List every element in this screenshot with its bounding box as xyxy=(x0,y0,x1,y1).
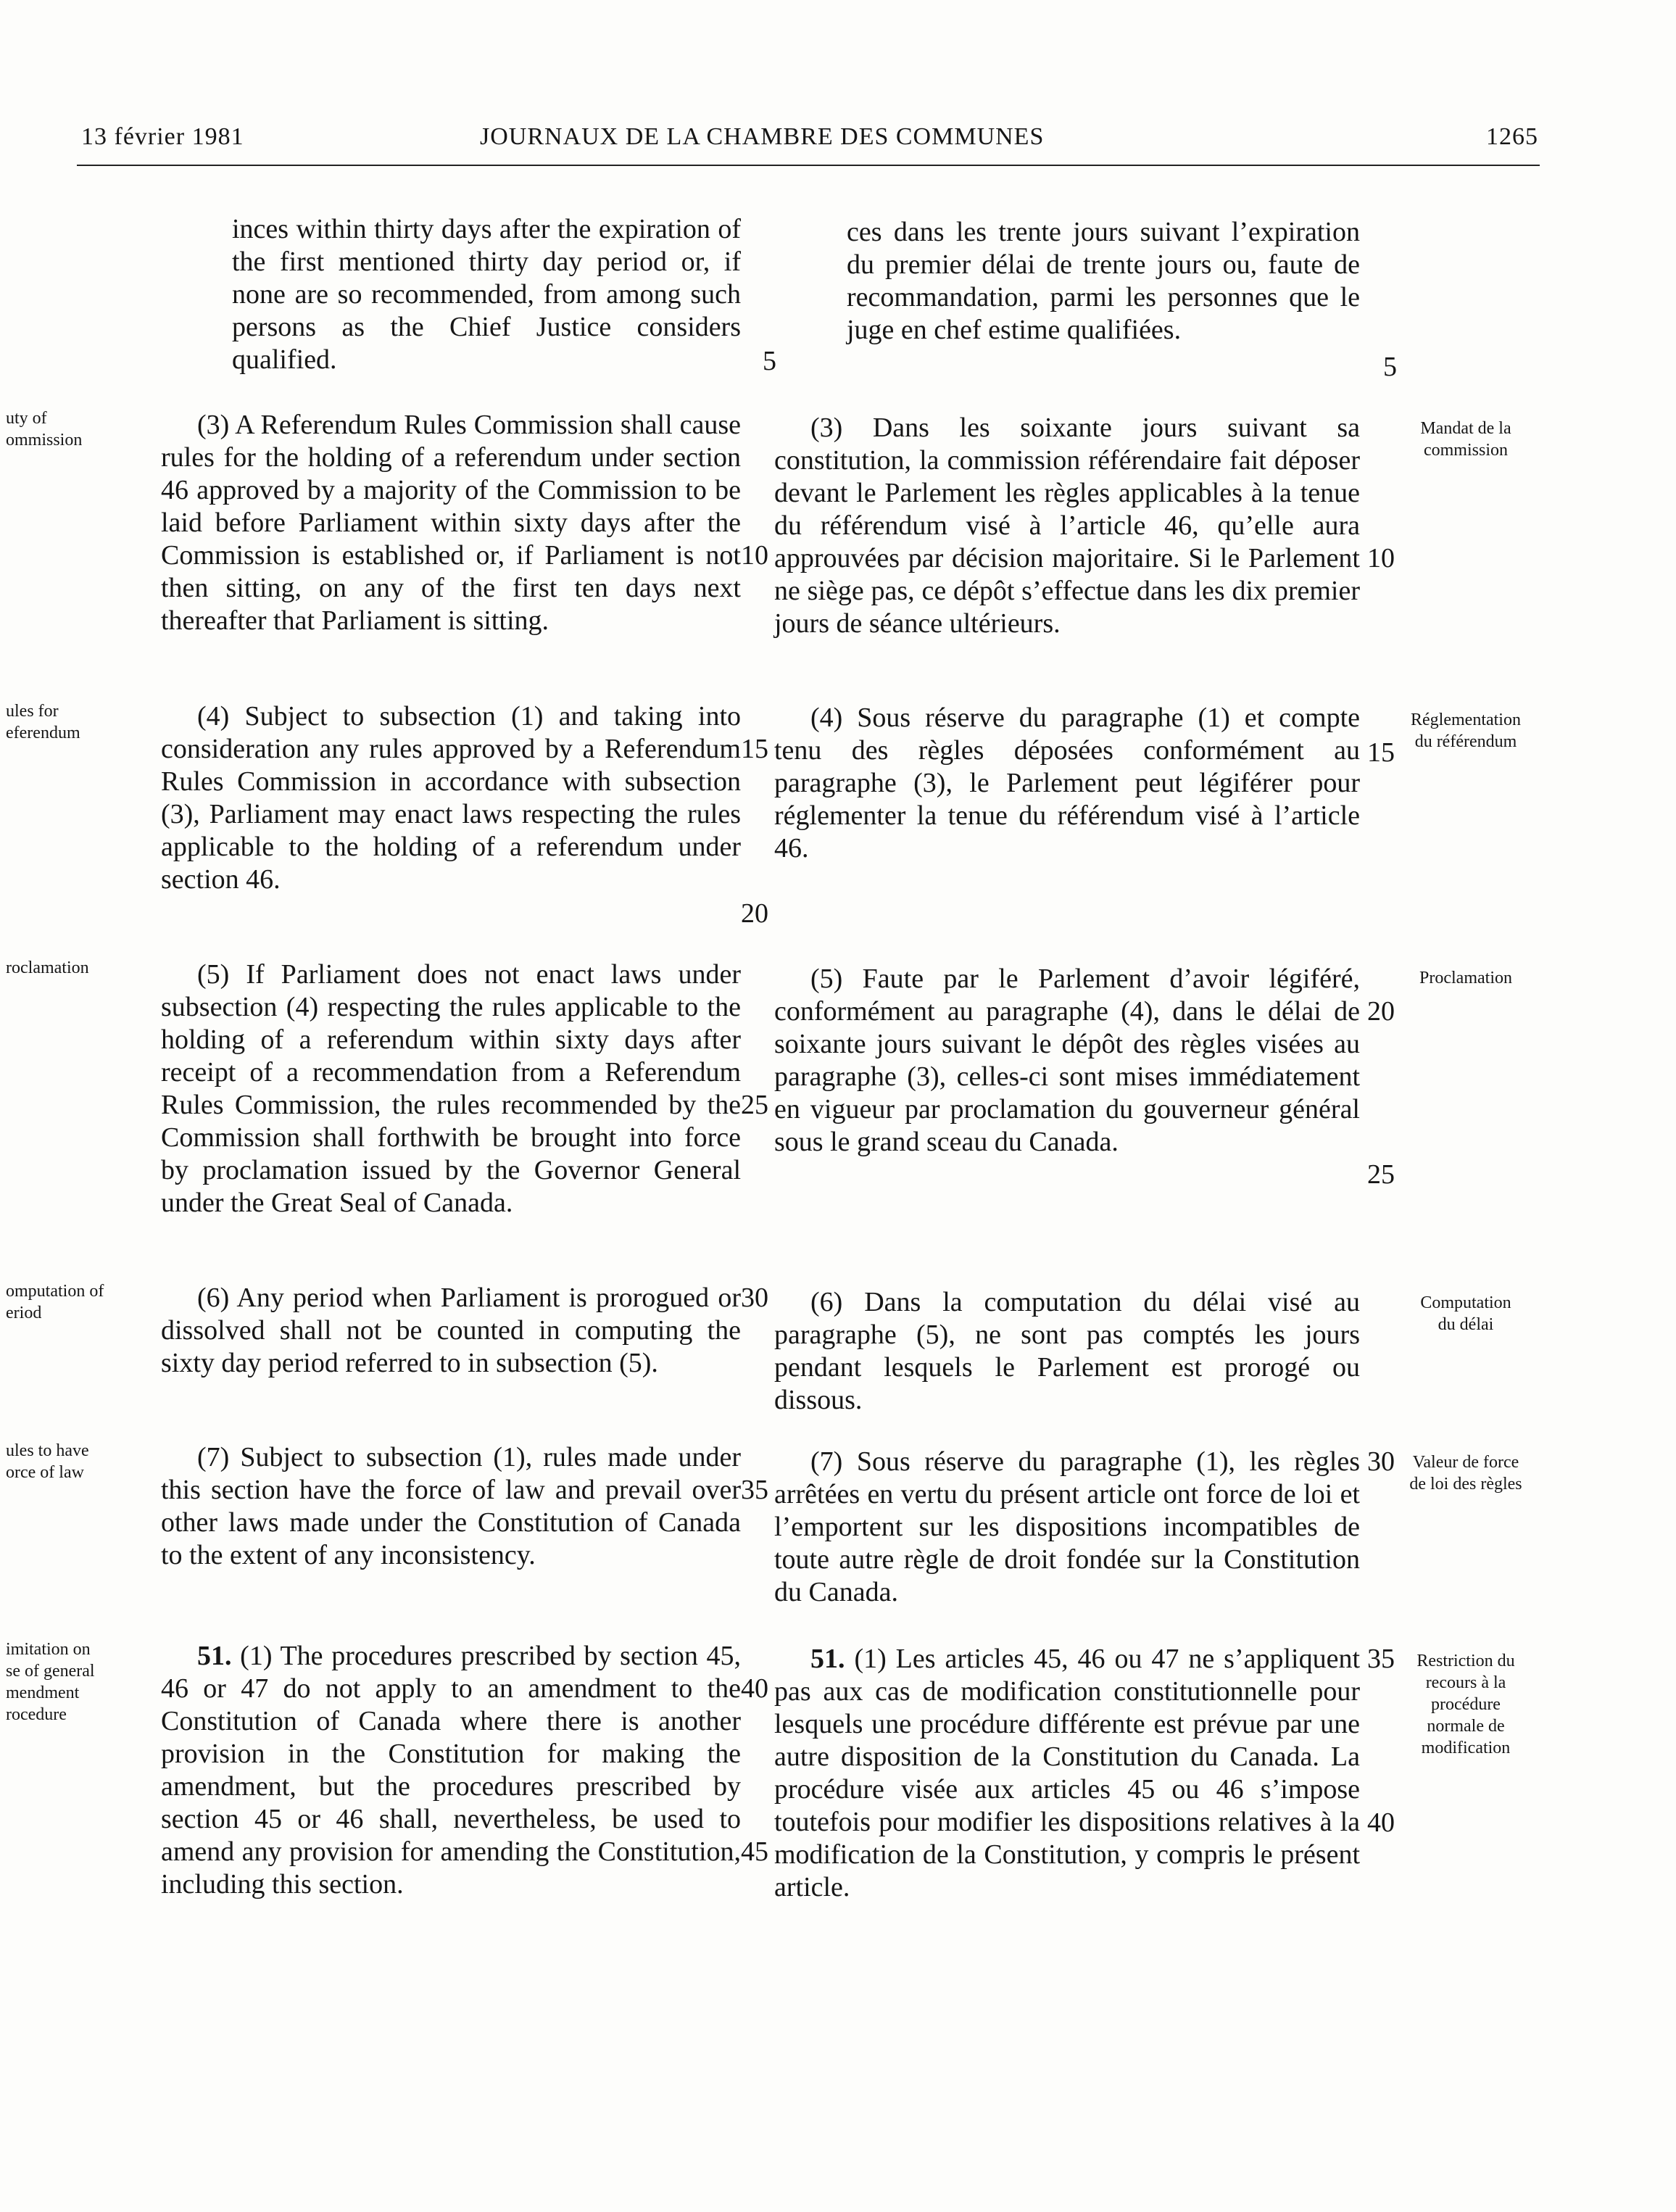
margin-note-left: ules to have orce of law xyxy=(6,1441,89,1482)
margin-note-left: imitation on se of general mendment rocedure xyxy=(6,1640,95,1724)
french-subsection-4 xyxy=(774,702,1360,865)
english-paragraph-text: (5) If Parliament does not enact laws under subsection (4) respecting the rules applicable to the holding of a referendum within sixty days after receipt of a recommendation from a Referendum Rules Commission, the rules recommended by the Commission shall forthwith be brought into force by proclamation issued by the Governor General under the Great Seal of Canada. xyxy=(161,959,741,1218)
header-title: JOURNAUX DE LA CHAMBRE DES COMMUNES xyxy=(480,123,1045,150)
english-section-51 xyxy=(161,1640,741,1901)
margin-note-right: Proclamation xyxy=(1419,969,1512,987)
line-number: 5 xyxy=(763,346,776,376)
english-subsection-6 xyxy=(161,1282,741,1380)
english-subsection-7 xyxy=(161,1441,741,1572)
french-paragraph-text: (4) Sous réserve du paragraphe (1) et compte tenu des règles déposées conformément au paragraphe (3), le Parlement peut légiférer pour réglementer la tenue du référendum visé à l’article 46. xyxy=(774,703,1360,863)
page-number: 1265 xyxy=(1486,123,1538,150)
french-section-51 xyxy=(774,1643,1360,1904)
line-number: 35 xyxy=(741,1475,768,1505)
line-number: 35 xyxy=(1367,1644,1395,1674)
french-subsection-3 xyxy=(774,412,1360,640)
line-number: 15 xyxy=(741,734,768,764)
margin-note-right: Computation du délai xyxy=(1420,1293,1511,1334)
french-subsection-5 xyxy=(774,963,1360,1159)
margin-note-right: Restriction du recours à la procédure normale de modification xyxy=(1416,1652,1515,1757)
english-subsection-4 xyxy=(161,700,741,896)
english-subsection-5 xyxy=(161,958,741,1219)
english-paragraph-text: (4) Subject to subsection (1) and taking into consideration any rules approved by a Referendum Rules Commission in accordance with subsection (3), Parliament may enact laws respecting the rules applicable to the holding of a referendum under section 46. xyxy=(161,701,741,895)
english-paragraph-text: (1) The procedures prescribed by section 45, 46 or 47 do not apply to an amendment to the Constitution of Canada where there is another provision in the Constitution for making the amendment, but the procedures prescribed by section 45 or 46 shall, nevertheless, be used to amend any provision for amending the Constitution, including this section. xyxy=(161,1641,741,1900)
section-number: 51. xyxy=(810,1644,845,1674)
french-paragraph-text: ces dans les trente jours suivant l’expiration du premier délai de trente jours ou, faute de recommandation, parmi les personnes que le juge en chef estime qualifiées. xyxy=(847,217,1360,345)
line-number: 25 xyxy=(1367,1159,1395,1190)
french-paragraph-text: (1) Les articles 45, 46 ou 47 ne s’appliquent pas aux cas de modification constitutionnelle pour lesquels une procédure différente est prévue par une autre disposition de la Constitution du Canada. La procédure visée aux articles 45 ou 46 s’impose toutefois pour modifier les dispositions relatives à la modification de la Constitution, y compris le présent article. xyxy=(774,1644,1360,1902)
french-paragraph-text: (5) Faute par le Parlement d’avoir légiféré, conformément au paragraphe (4), dans le délai de soixante jours suivant le dépôt des règles visées au paragraphe (3), celles-ci sont mises immédiatement en vigueur par proclamation du gouverneur général sous le grand sceau du Canada. xyxy=(774,964,1360,1157)
english-paragraph-text: (7) Subject to subsection (1), rules made under this section have the force of law and prevail over other laws made under the Constitution of Canada to the extent of any inconsistency. xyxy=(161,1442,741,1570)
french-subsection-7 xyxy=(774,1446,1360,1609)
header-rule xyxy=(77,165,1540,166)
line-number: 25 xyxy=(741,1090,768,1120)
header-date: 13 février 1981 xyxy=(81,123,244,150)
french-paragraph-text: (6) Dans la computation du délai visé au paragraphe (5), ne sont pas comptés les jours pendant lesquels le Parlement est prorogé ou dissous. xyxy=(774,1287,1360,1415)
line-number: 20 xyxy=(1367,996,1395,1027)
line-number: 30 xyxy=(1367,1446,1395,1477)
line-number: 10 xyxy=(1367,543,1395,573)
english-paragraph-text: (6) Any period when Parliament is prorogued or dissolved shall not be counted in computing the sixty day period referred to in subsection (5). xyxy=(161,1283,741,1378)
english-paragraph-text: inces within thirty days after the expiration of the first mentioned thirty day period or, if none are so recommended, from among such persons as the Chief Justice considers qualified. xyxy=(232,214,741,375)
english-paragraph-text: (3) A Referendum Rules Commission shall cause rules for the holding of a referendum under section 46 approved by a majority of the Commission to be laid before Parliament within sixty days after the Commission is established or, if Parliament is not then sitting, on any of the first ten days next thereafter that Parliament is sitting. xyxy=(161,410,741,636)
margin-note-right: Valeur de force de loi des règles xyxy=(1409,1453,1522,1494)
english-paragraph-continuation xyxy=(161,213,741,376)
french-subsection-6 xyxy=(774,1286,1360,1417)
french-paragraph-continuation xyxy=(774,216,1360,347)
line-number: 40 xyxy=(1367,1807,1395,1838)
margin-note-right: Réglementation du référendum xyxy=(1411,711,1521,751)
margin-note-left: roclamation xyxy=(6,958,89,977)
line-number: 40 xyxy=(741,1673,768,1704)
margin-note-left: ules for eferendum xyxy=(6,702,80,742)
margin-note-left: omputation of eriod xyxy=(6,1282,104,1322)
line-number: 20 xyxy=(741,898,768,929)
line-number: 15 xyxy=(1367,737,1395,768)
section-number: 51. xyxy=(197,1641,232,1671)
french-paragraph-text: (3) Dans les soixante jours suivant sa constitution, la commission référendaire fait déposer devant le Parlement les règles applicables à la tenue du référendum visé à l’article 46, qu’elle aura approuvées par décision majoritaire. Si le Parlement ne siège pas, ce dépôt s’effectue dans les dix premier jours de séance ultérieurs. xyxy=(774,413,1360,639)
line-number: 5 xyxy=(1383,352,1397,382)
margin-note-right: Mandat de la commission xyxy=(1420,419,1511,460)
french-paragraph-text: (7) Sous réserve du paragraphe (1), les règles arrêtées en vertu du présent article ont force de loi et l’emportent sur les dispositions incompatibles de toute autre règle de droit fondée sur la Constitution du Canada. xyxy=(774,1446,1360,1607)
line-number: 30 xyxy=(741,1283,768,1313)
line-number: 10 xyxy=(741,540,768,571)
margin-note-left: uty of ommission xyxy=(6,409,83,450)
english-subsection-3 xyxy=(161,409,741,637)
line-number: 45 xyxy=(741,1836,768,1867)
